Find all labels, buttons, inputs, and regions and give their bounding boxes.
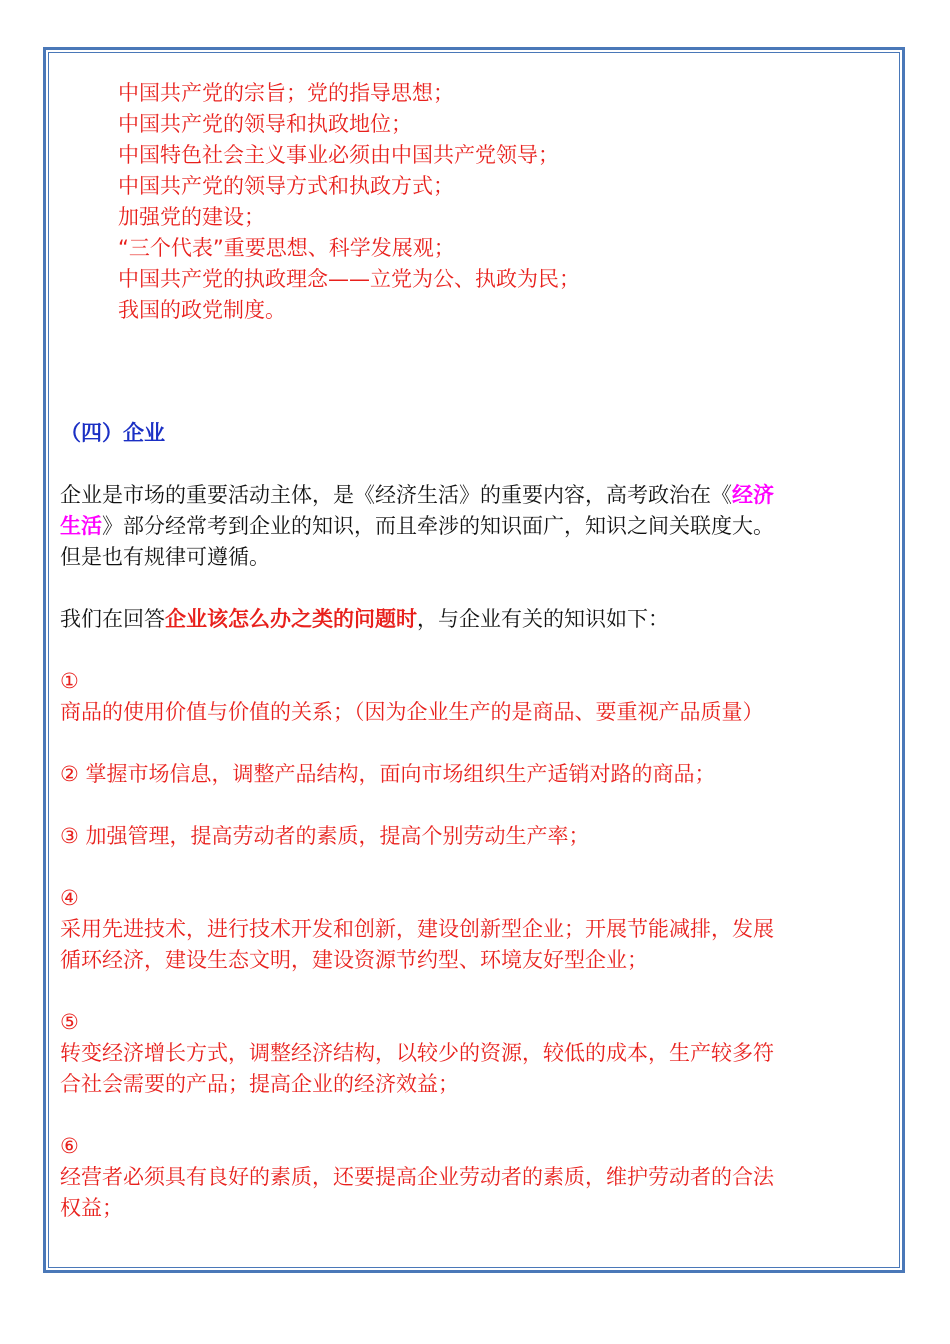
item-1-text: 商品的使用价值与价值的关系；（因为企业生产的是商品、要重视产品质量）	[60, 700, 764, 724]
intro-highlight-1b: 经济	[732, 483, 774, 507]
party-item-8: 我国的政党制度。	[118, 298, 286, 322]
party-item-5: 加强党的建设；	[118, 205, 265, 229]
item-5-number: ⑤	[60, 1010, 79, 1034]
section-heading: （四）企业	[60, 421, 165, 445]
item-6-text-line-1: 经营者必须具有良好的素质，还要提高企业劳动者的素质，维护劳动者的合法	[60, 1165, 774, 1189]
party-item-1: 中国共产党的宗旨；党的指导思想；	[118, 81, 454, 105]
intro-line-2	[60, 511, 774, 542]
intro-text-2b: 》部分经常考到企业的知识，而且牵涉的知识面广，知识之间关联度大。	[102, 514, 774, 538]
item-6-text-line-2: 权益；	[60, 1196, 123, 1220]
item-5-text-line-2: 合社会需要的产品；提高企业的经济效益；	[60, 1072, 459, 1096]
item-4-text-line-1: 采用先进技术，进行技术开发和创新，建设创新型企业；开展节能减排，发展	[60, 917, 774, 941]
lead-highlight: 企业该怎么办之类的问题时	[165, 607, 417, 631]
party-item-2: 中国共产党的领导和执政地位；	[118, 112, 412, 136]
lead-text-c: ，与企业有关的知识如下：	[417, 607, 669, 631]
party-item-6: “三个代表”重要思想、科学发展观；	[118, 236, 455, 260]
party-item-4: 中国共产党的领导方式和执政方式；	[118, 174, 454, 198]
item-5-text-line-1: 转变经济增长方式，调整经济结构，以较少的资源，较低的成本，生产较多符	[60, 1041, 774, 1065]
party-item-7: 中国共产党的执政理念——立党为公、执政为民；	[118, 267, 580, 291]
intro-line-3: 但是也有规律可遵循。	[60, 545, 270, 569]
item-3-text: ③ 加强管理，提高劳动者的素质，提高个别劳动生产率；	[60, 824, 590, 848]
item-4-text-line-2: 循环经济，建设生态文明，建设资源节约型、环境友好型企业；	[60, 948, 648, 972]
item-1-number: ①	[60, 669, 79, 693]
item-2-text: ② 掌握市场信息，调整产品结构，面向市场组织生产适销对路的商品；	[60, 762, 716, 786]
party-item-3: 中国特色社会主义事业必须由中国共产党领导；	[118, 143, 559, 167]
intro-line-1	[60, 480, 774, 511]
intro-text-1a: 企业是市场的重要活动主体，是《经济生活》的重要内容，高考政治在《	[60, 483, 732, 507]
item-4-number: ④	[60, 886, 79, 910]
lead-sentence	[60, 604, 669, 635]
lead-text-a: 我们在回答	[60, 607, 165, 631]
intro-highlight-2a: 生活	[60, 514, 102, 538]
item-6-number: ⑥	[60, 1134, 79, 1158]
